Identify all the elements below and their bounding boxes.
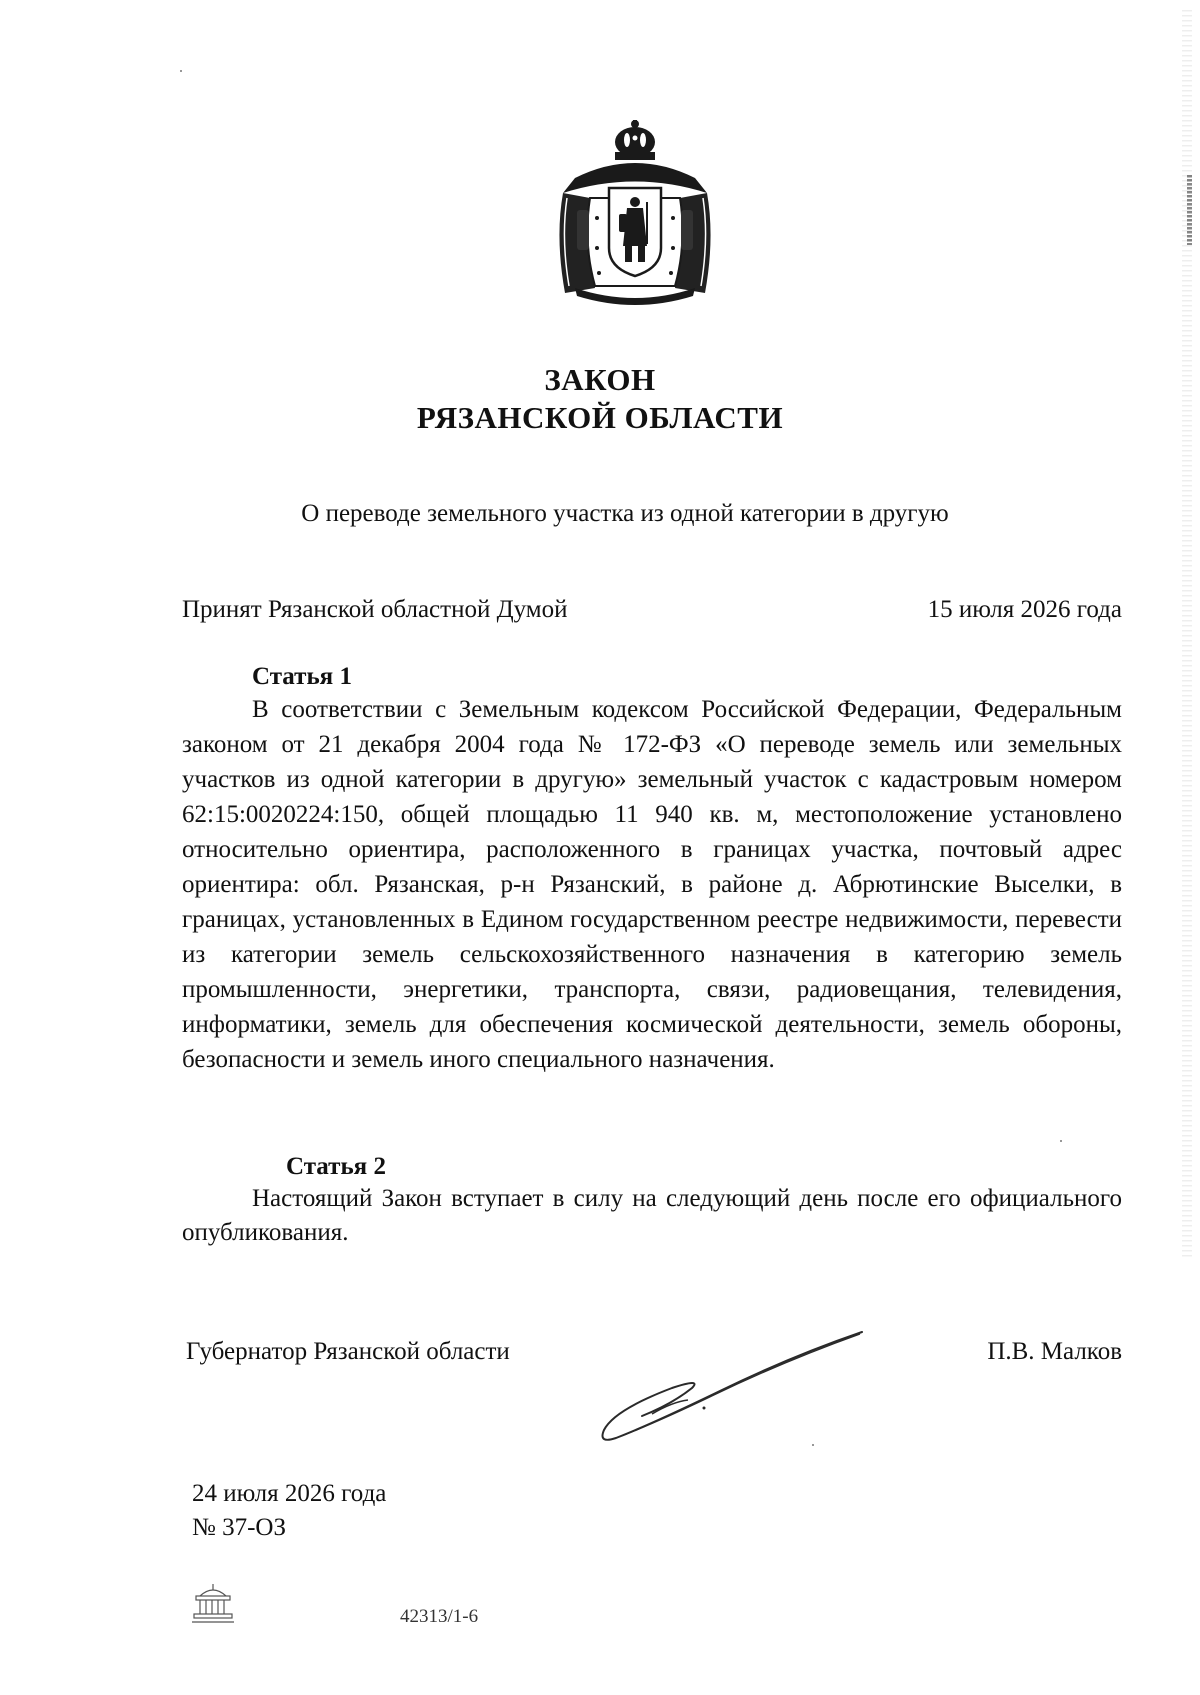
coat-of-arms-emblem bbox=[535, 118, 735, 308]
duma-building-icon bbox=[190, 1582, 236, 1626]
scan-edge-artifact-dark bbox=[1187, 175, 1192, 245]
law-title-line2: РЯЗАНСКОЙ ОБЛАСТИ bbox=[416, 400, 784, 435]
scan-speck bbox=[1060, 1140, 1062, 1142]
article-2-heading: Статья 2 bbox=[286, 1153, 386, 1180]
handwritten-signature bbox=[592, 1326, 872, 1446]
law-title-line1: ЗАКОН bbox=[544, 362, 656, 397]
scan-speck bbox=[180, 70, 182, 72]
signing-date: 24 июля 2026 года bbox=[192, 1480, 387, 1507]
law-subject: О переводе земельного участка из одной категории в другую bbox=[301, 500, 949, 527]
article-1-heading: Статья 1 bbox=[252, 663, 352, 690]
scan-speck bbox=[812, 1444, 814, 1446]
governor-name: П.В. Малков bbox=[987, 1338, 1122, 1365]
law-number: № 37-ОЗ bbox=[192, 1514, 287, 1541]
document-code: 42313/1-6 bbox=[400, 1606, 479, 1627]
article-2-text: Настоящий Закон вступает в силу на следующий день после его официального опубликования. bbox=[182, 1185, 1122, 1246]
adopted-by: Принят Рязанской областной Думой bbox=[182, 596, 568, 623]
governor-title: Губернатор Рязанской области bbox=[186, 1338, 510, 1365]
article-1-text: В соответствии с Земельным кодексом Российской Федерации, Федеральным законом от 21 декабря 2004 года № 172-ФЗ «О переводе земель или земельных участков из одной категории в другую» земельный участок с кадастровым номером 62:15:0020224:150, общей площадью 11 940 кв. м, местоположение установлено относительно ориентира, расположенного в границах участка, почтовый адрес ориентира: обл. Рязанская, р-н Рязанский, в районе д. Абрютинские Выселки, в границах, установленных в Едином государственном реестре недвижимости, перевести из категории земель сельскохозяйственного назначения в категорию земель промышленности, энергетики, транспорта, связи, радиовещания, телевидения, информатики, земель для обеспечения космической деятельности, земель обороны, безопасности и земель иного специального назначения. bbox=[182, 696, 1122, 1073]
adoption-date: 15 июля 2026 года bbox=[927, 596, 1122, 623]
